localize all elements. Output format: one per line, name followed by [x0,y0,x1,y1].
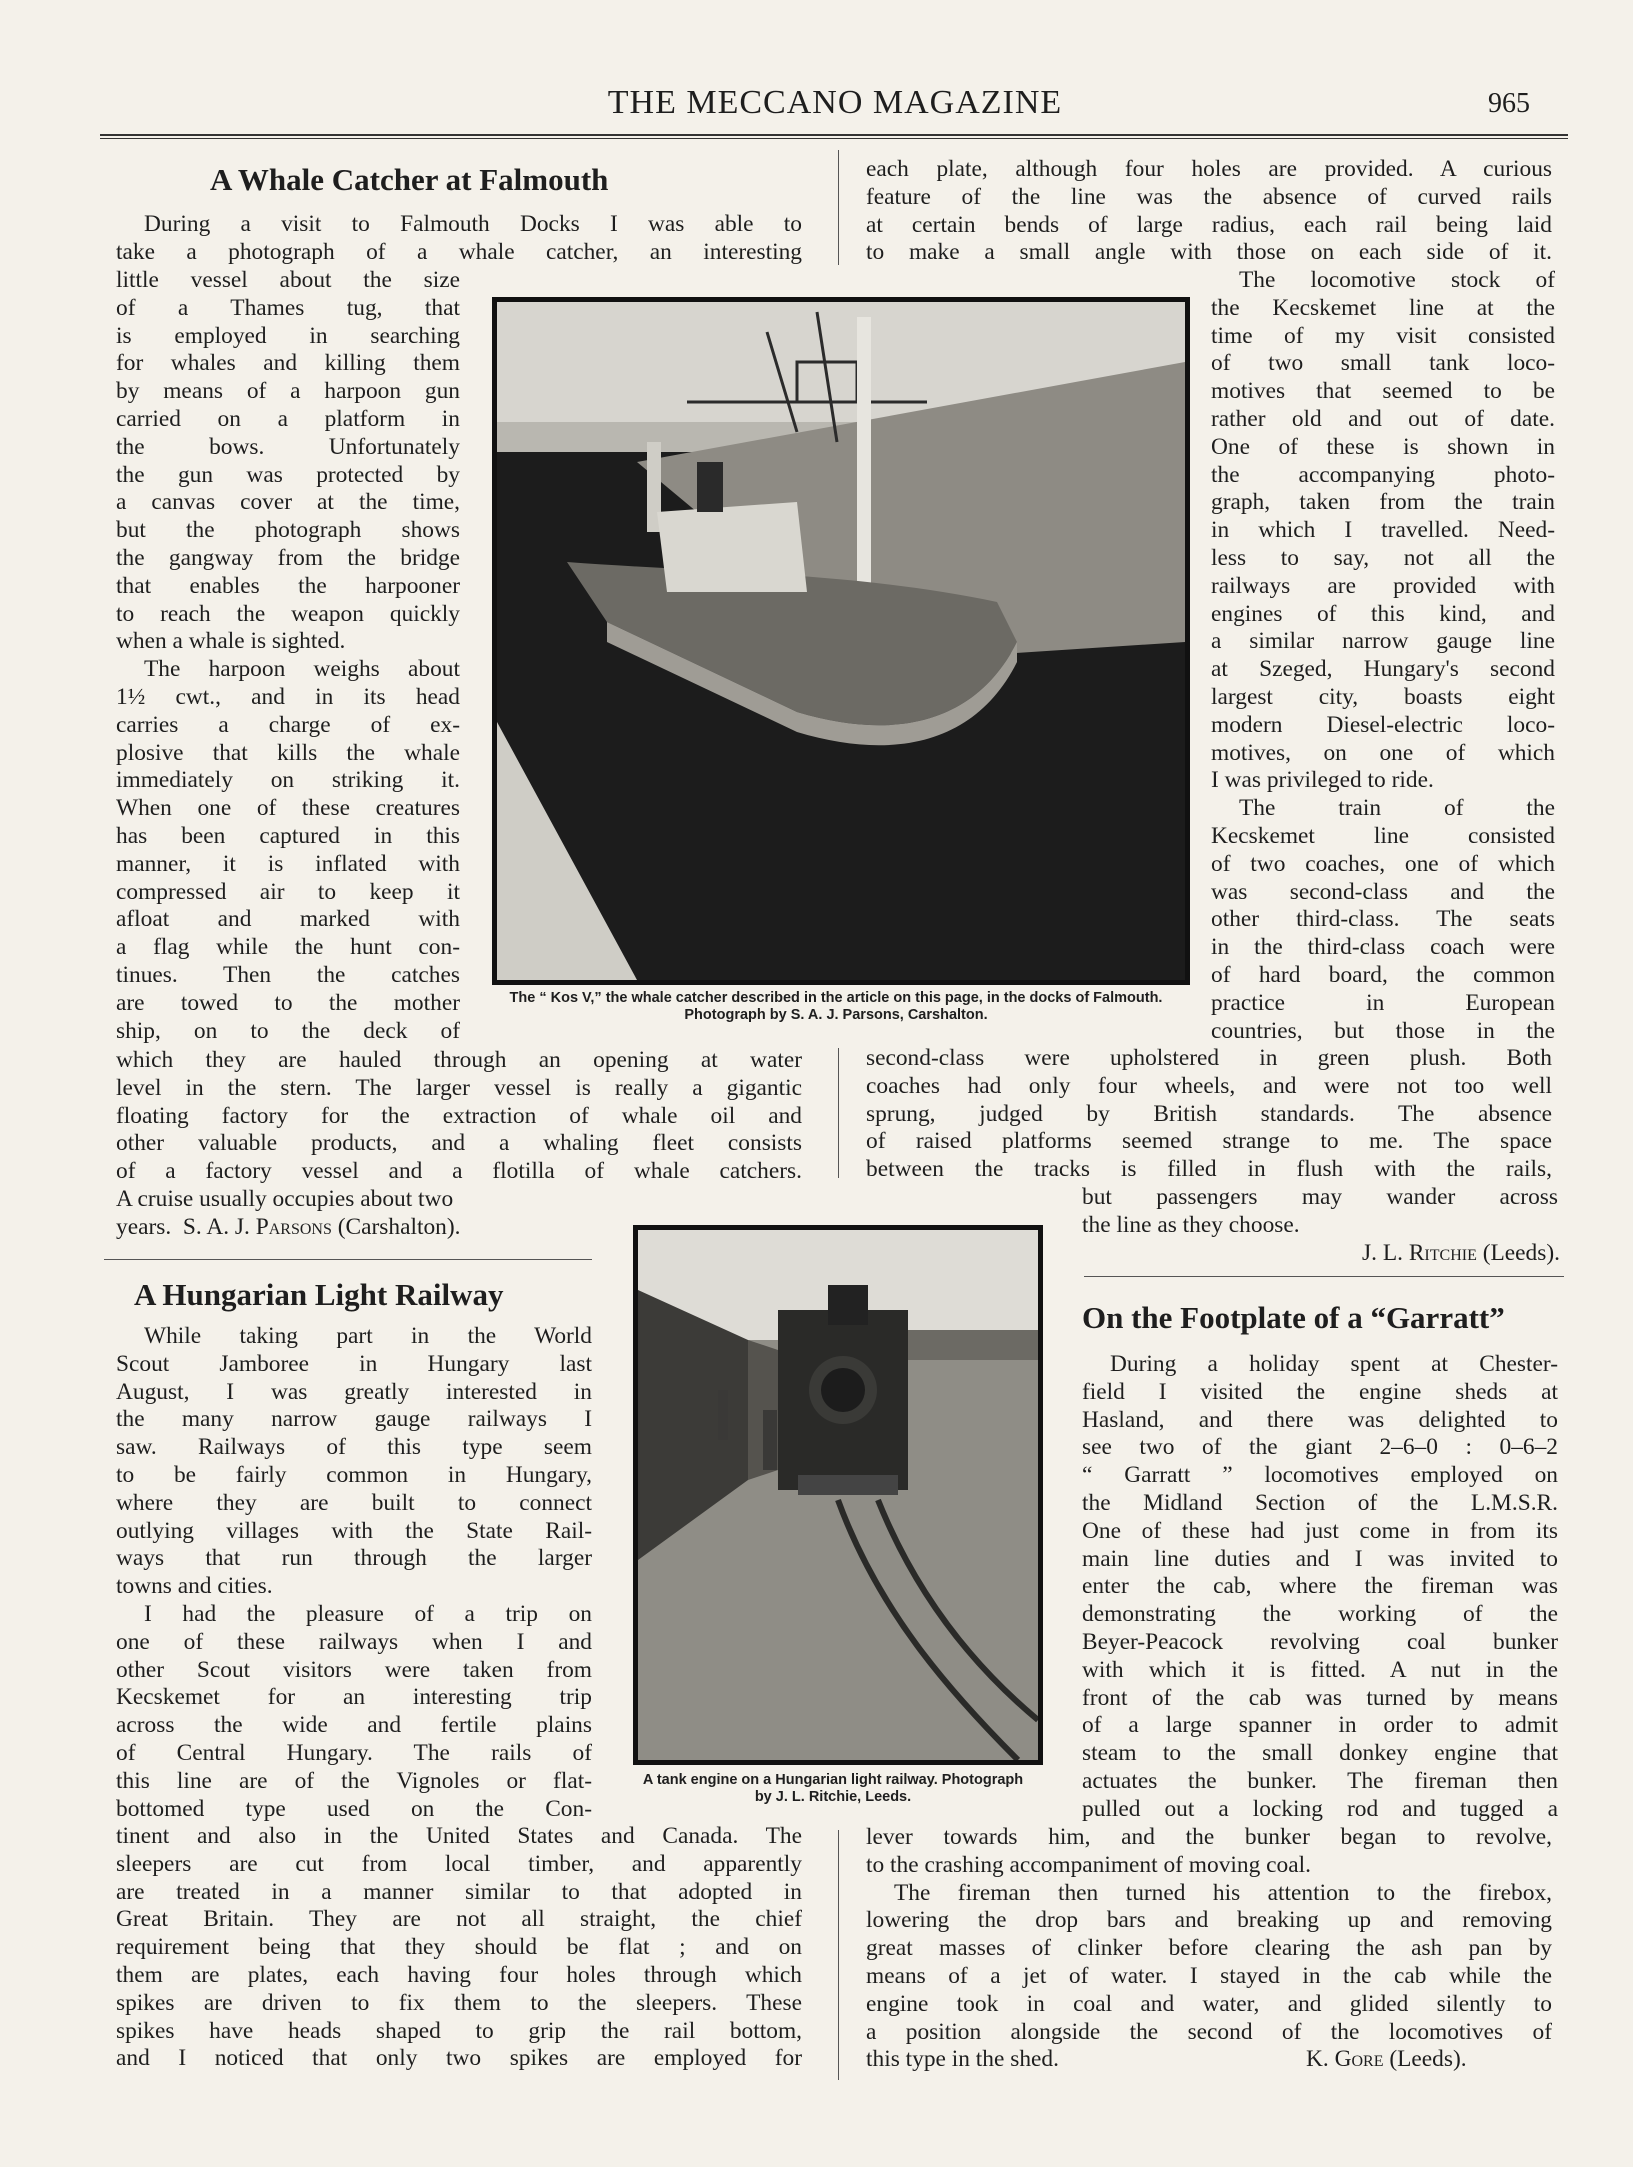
text-line: great masses of clinker before clearing the ash pan by [866,1935,1552,1962]
hungary-left-narrow [116,1323,592,1823]
text-line: towns and cities. [116,1573,273,1600]
text-line: engine took in coal and water, and glided silently to [866,1990,1552,2017]
text-line: pulled out a locking rod and tugged a [1082,1795,1558,1822]
text-line: The locomotive stock of [1239,267,1555,293]
text-line: countries, but those in the [1211,1017,1555,1044]
text-line: carried on a platform in [116,405,460,432]
text-line: other valuable products, and a whaling fleet consists [116,1130,802,1157]
text-line: tinues. Then the catches [116,961,460,988]
hungary-right-top [866,156,1552,267]
text-line: second-class were upholstered in green plush. Both [866,1045,1552,1071]
text-line: but the photograph shows [116,517,460,544]
section-divider-left [104,1259,592,1260]
text-line: which they are hauled through an opening at water [116,1047,802,1073]
header-rule [100,134,1568,136]
text-line: of a Thames tug, that [116,294,460,321]
text-line: a canvas cover at the time, [116,489,460,516]
text-line: I was privileged to ride. [1211,767,1434,794]
whale-photo-caption: The “ Kos V,” the whale catcher described in the article on this page, in the docks of Falmouth. Photograph by S. A. J. Parsons, Carshalton. [509,990,1163,1023]
text-line: Great Britain. They are not all straight, the chief [116,1906,802,1933]
section-divider-right [1084,1276,1564,1277]
hungary-author: J. L. Ritchie [1362,1240,1477,1266]
text-line: of two small tank loco- [1211,350,1555,377]
column-divider-top [838,150,839,265]
text-line: of a large spanner in order to admit [1082,1712,1558,1739]
text-line: practice in European [1211,989,1555,1016]
column-divider-bottom [838,1830,839,2080]
garratt-signoff [866,2046,1552,2074]
text-line: that enables the harpooner [116,572,460,599]
text-line: steam to the small donkey engine that [1082,1740,1558,1767]
text-line: The fireman then turned his attention to the firebox, [894,1879,1552,1906]
text-line: I had the pleasure of a trip on [144,1600,592,1627]
text-line: the bows. Unfortunately [116,433,460,460]
text-line: has been captured in this [116,822,460,849]
garratt-heading: On the Footplate of a “Garratt” [1082,1300,1505,1335]
text-line: sprung, judged by British standards. The absence [866,1100,1552,1127]
text-line: time of my visit consisted [1211,322,1555,349]
header-rule-thin [100,138,1568,139]
text-line: with which it is fitted. A nut in the [1082,1656,1558,1683]
garratt-author-place: (Leeds). [1389,2046,1467,2072]
text-line: The train of the [1239,795,1555,822]
whale-author: S. A. J. Parsons [182,1214,332,1240]
text-line: compressed air to keep it [116,878,460,905]
text-line: immediately on striking it. [116,767,460,794]
text-line: While taking part in the World [144,1323,592,1349]
text-line: lowering the drop bars and breaking up and removing [866,1907,1552,1934]
text-line: ways that run through the larger [116,1545,592,1572]
whale-intro [116,211,802,267]
garratt-last-line: this type in the shed. [866,2046,1059,2072]
text-line: bottomed type used on the Con- [116,1795,592,1822]
whale-wide-column [116,1047,802,1214]
text-line: lever towards him, and the bunker began to revolve, [866,1824,1552,1850]
text-line: plosive that kills the whale [116,739,460,766]
text-line: for whales and killing them [116,350,460,377]
text-line: Scout Jamboree in Hungary last [116,1350,592,1377]
text-line: feature of the line was the absence of curved rails [866,183,1552,210]
text-line: One of these is shown in [1211,433,1555,460]
text-line: a similar narrow gauge line [1211,628,1555,655]
text-line: Kecskemet for an interesting trip [116,1684,592,1711]
text-line: where they are built to connect [116,1489,592,1516]
text-line: to the crashing accompaniment of moving coal. [866,1851,1311,1878]
garratt-author: K. Gore [1306,2046,1384,2072]
text-line: the line as they choose. [1082,1211,1300,1238]
text-line: little vessel about the size [116,267,460,293]
text-line: August, I was greatly interested in [116,1378,592,1405]
text-line: at Szeged, Hungary's second [1211,656,1555,683]
garratt-wide-column [866,1824,1552,2046]
text-line: the gangway from the bridge [116,544,460,571]
column-divider-middle [838,1048,839,1178]
text-line: level in the stern. The larger vessel is really a gigantic [116,1074,802,1101]
text-line: During a visit to Falmouth Docks I was able to [144,211,802,237]
text-line: The harpoon weighs about [144,656,460,683]
text-line: coaches had only four wheels, and were not too well [866,1072,1552,1099]
text-line: One of these had just come in from its [1082,1517,1558,1544]
text-line: front of the cab was turned by means [1082,1684,1558,1711]
whale-catcher-photo [492,297,1190,985]
text-line: the Kecskemet line at the [1211,294,1555,321]
signoff-years: years. [116,1214,172,1240]
text-line: ship, on to the deck of [116,1017,460,1044]
text-line: “ Garratt ” locomotives employed on [1082,1462,1558,1489]
text-line: the gun was protected by [116,461,460,488]
text-line: actuates the bunker. The fireman then [1082,1767,1558,1794]
text-line: means of a jet of water. I stayed in the cab while the [866,1962,1552,1989]
text-line: when a whale is sighted. [116,628,346,655]
text-line: each plate, although four holes are provided. A curious [866,156,1552,182]
text-line: was second-class and the [1211,878,1555,905]
hungary-right-narrow [1211,267,1555,1045]
text-line: spikes have heads shaped to grip the rail bottom, [116,2017,802,2044]
text-line: in the third-class coach were [1211,934,1555,961]
hungary-signoff [1240,1240,1560,1268]
whale-signoff [116,1214,596,1242]
tank-engine-caption: A tank engine on a Hungarian light railway. Photograph by J. L. Ritchie, Leeds. [642,1772,1024,1805]
text-line: this line are of the Vignoles or flat- [116,1767,592,1794]
text-line: requirement being that they should be flat ; and on [116,1934,802,1961]
text-line: are towed to the mother [116,989,460,1016]
text-line: and I noticed that only two spikes are employed for [116,2045,802,2072]
text-line: main line duties and I was invited to [1082,1545,1558,1572]
text-line: manner, it is inflated with [116,850,460,877]
tank-engine-photo [633,1225,1043,1765]
text-line: to reach the weapon quickly [116,600,460,627]
text-line: them are plates, each having four holes through which [116,1961,802,1988]
hungary-left-wide [116,1823,802,2073]
text-line: of hard board, the common [1211,961,1555,988]
whale-author-place: (Carshalton). [337,1214,461,1240]
text-line: railways are provided with [1211,572,1555,599]
garratt-narrow-column [1082,1351,1558,1824]
text-line: carries a charge of ex- [116,711,460,738]
text-line: see two of the giant 2–6–0 : 0–6–2 [1082,1434,1558,1461]
text-line: rather old and out of date. [1211,405,1555,432]
text-line: a position alongside the second of the locomotives of [866,2018,1552,2045]
text-line: Hasland, and there was delighted to [1082,1406,1558,1433]
text-line: motives that seemed to be [1211,378,1555,405]
text-line: of a factory vessel and a flotilla of whale catchers. [116,1158,802,1185]
text-line: saw. Railways of this type seem [116,1434,592,1461]
text-line: between the tracks is filled in flush with the rails, [866,1156,1552,1183]
text-line: modern Diesel-electric loco- [1211,711,1555,738]
text-line: less to say, not all the [1211,544,1555,571]
text-line: sleepers are cut from local timber, and apparently [116,1850,802,1877]
whale-narrow-column [116,267,460,1045]
text-line: graph, taken from the train [1211,489,1555,516]
text-line: of Central Hungary. The rails of [116,1739,592,1766]
text-line: are treated in a manner similar to that adopted in [116,1878,802,1905]
text-line: engines of this kind, and [1211,600,1555,627]
text-line: in which I travelled. Need- [1211,517,1555,544]
text-line: demonstrating the working of the [1082,1601,1558,1628]
hungary-right-wide [866,1045,1552,1184]
text-line: tinent and also in the United States and Canada. The [116,1823,802,1849]
text-line: Beyer-Peacock revolving coal bunker [1082,1628,1558,1655]
text-line: motives, on one of which [1211,739,1555,766]
text-line: floating factory for the extraction of whale oil and [116,1102,802,1129]
text-line: of two coaches, one of which [1211,850,1555,877]
page-number: 965 [1488,88,1530,119]
hungary-right-short [1082,1184,1558,1240]
text-line: largest city, boasts eight [1211,683,1555,710]
text-line: to make a small angle with those on each side of it. [866,239,1552,266]
whale-heading: A Whale Catcher at Falmouth [210,162,609,197]
text-line: the many narrow gauge railways I [116,1406,592,1433]
text-line: When one of these creatures [116,795,460,822]
magazine-title: THE MECCANO MAGAZINE [607,84,1063,121]
text-line: at certain bends of large radius, each rail being laid [866,211,1552,238]
text-line: During a holiday spent at Chester- [1110,1351,1558,1377]
text-line: across the wide and fertile plains [116,1712,592,1739]
page-header [100,84,1570,128]
text-line: by means of a harpoon gun [116,378,460,405]
text-line: enter the cab, where the fireman was [1082,1573,1558,1600]
text-line: 1½ cwt., and in its head [116,683,460,710]
text-line: a flag while the hunt con- [116,934,460,961]
text-line: other third-class. The seats [1211,906,1555,933]
hungary-author-place: (Leeds). [1482,1240,1560,1266]
text-line: to be fairly common in Hungary, [116,1461,592,1488]
text-line: field I visited the engine sheds at [1082,1378,1558,1405]
text-line: outlying villages with the State Rail- [116,1517,592,1544]
text-line: afloat and marked with [116,906,460,933]
text-line: the accompanying photo- [1211,461,1555,488]
text-line: is employed in searching [116,322,460,349]
text-line: A cruise usually occupies about two [116,1185,454,1212]
text-line: spikes are driven to fix them to the sleepers. These [116,1989,802,2016]
text-line: of raised platforms seemed strange to me. The space [866,1128,1552,1155]
text-line: one of these railways when I and [116,1628,592,1655]
text-line: other Scout visitors were taken from [116,1656,592,1683]
text-line: Kecskemet line consisted [1211,822,1555,849]
hungary-heading: A Hungarian Light Railway [134,1277,504,1312]
text-line: but passengers may wander across [1082,1184,1558,1210]
text-line: take a photograph of a whale catcher, an interesting [116,238,802,265]
text-line: the Midland Section of the L.M.S.R. [1082,1489,1558,1516]
